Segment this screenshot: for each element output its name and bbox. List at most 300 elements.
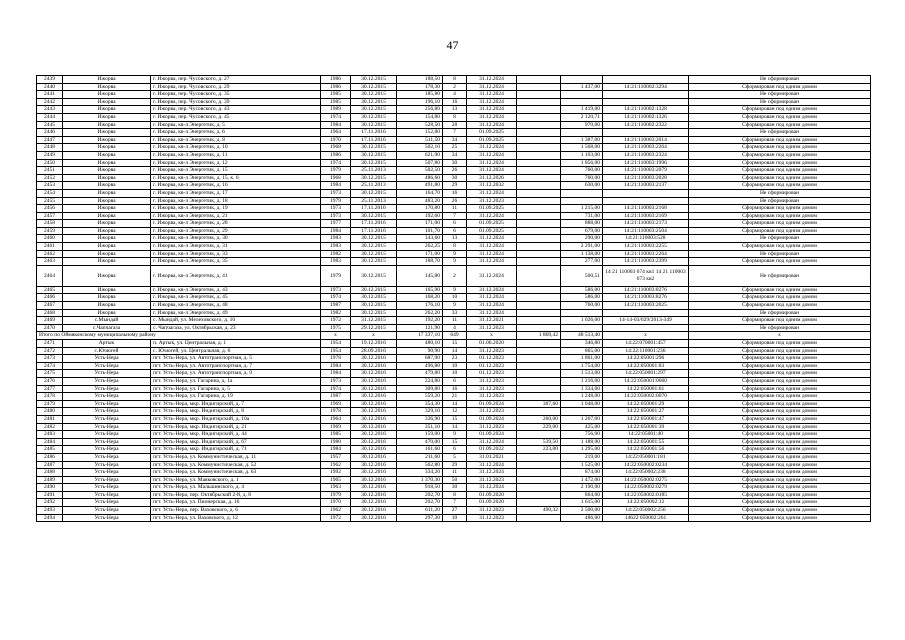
table-cell: Сформирован под одним домом: [689, 362, 871, 370]
table-cell: г. Ижорва, пер. Чусовского, д. 43: [151, 106, 321, 114]
table-cell: 1974: [321, 294, 351, 302]
table-cell: 290,00: [561, 235, 603, 243]
table-cell: 329,10: [397, 408, 443, 416]
table-cell: 30.12.2015: [351, 235, 397, 243]
table-cell: 229,00: [517, 423, 561, 431]
table-cell: 30.12.2016: [351, 499, 397, 507]
table-cell: 2489: [37, 476, 63, 484]
table-cell: 01.12.2023: [467, 362, 517, 370]
table-cell: 6: [443, 227, 467, 235]
table-cell: Ижорва: [63, 106, 151, 114]
table-row: [37, 340, 871, 348]
table-cell: г. Ижорва, кв-л Энергетик, д. 10: [151, 144, 321, 152]
table-cell: 152,80: [397, 129, 443, 137]
table-cell: 500,51: [561, 265, 603, 286]
table-cell: Сформирован под одним домом: [689, 286, 871, 294]
table-cell: 611,20: [397, 507, 443, 515]
table-cell: 2439: [37, 76, 63, 84]
table-cell: 14622 050002:261: [603, 514, 689, 522]
table-cell: 502,10: [397, 144, 443, 152]
table-cell: Усть-Нера: [63, 362, 151, 370]
table-cell: [603, 98, 689, 106]
table-cell: 2468: [37, 309, 63, 317]
table-cell: [517, 317, 561, 325]
table-cell: Сформирован под одним домом: [689, 294, 871, 302]
table-cell: [603, 76, 689, 84]
table-cell: пгт. Усть-Нера, мкр. Индигирский, д. 67: [151, 438, 321, 446]
table-cell: Ижорва: [63, 121, 151, 129]
table-cell: Сформирован под одним домом: [689, 491, 871, 499]
table-cell: 2462: [37, 250, 63, 258]
table-cell: Сформирован под одним домом: [689, 408, 871, 416]
table-cell: [561, 197, 603, 205]
table-cell: 30.12.2015: [351, 250, 397, 258]
table-cell: 486,60: [397, 174, 443, 182]
table-cell: 1979: [321, 491, 351, 499]
table-cell: Не сформирован: [689, 250, 871, 258]
table-cell: Сформирован под одним домом: [689, 106, 871, 114]
table-cell: 1974: [321, 385, 351, 393]
table-cell: 23: [443, 355, 467, 363]
table-cell: 14:21:110003:2079: [603, 167, 689, 175]
table-cell: 30.12.2016: [351, 507, 397, 515]
table-cell: 30.12.2015: [351, 113, 397, 121]
table-cell: 507,80: [397, 159, 443, 167]
table-cell: [517, 174, 561, 182]
table-row: [37, 347, 871, 355]
table-cell: 17.11.2016: [351, 136, 397, 144]
table-cell: 30.12.2015: [351, 83, 397, 91]
table-cell: Сформирован под одним домом: [689, 159, 871, 167]
table-cell: 14:22:05001:40: [603, 431, 689, 439]
table-cell: 2451: [37, 167, 63, 175]
table-cell: 30.12.2015: [351, 91, 397, 99]
table-cell: 1964: [321, 415, 351, 423]
table-cell: 178,30: [397, 83, 443, 91]
table-cell: 31.12.2024: [467, 83, 517, 91]
table-cell: 1970: [321, 499, 351, 507]
table-cell: 202,70: [397, 491, 443, 499]
table-cell: [561, 76, 603, 84]
table-cell: 2463: [37, 258, 63, 266]
table-cell: 2471: [37, 340, 63, 348]
table-cell: 14:22:050002:238: [603, 469, 689, 477]
table-cell: 29.12.2015: [351, 324, 397, 332]
table-cell: 14:22:050001:47: [603, 415, 689, 423]
table-cell: 687,90: [397, 355, 443, 363]
table-cell: Ижорва: [63, 235, 151, 243]
table-cell: 8: [443, 113, 467, 121]
table-cell: 470,00: [397, 438, 443, 446]
table-cell: 30.12.2016: [351, 514, 397, 522]
table-cell: 14:22:050001:39: [603, 423, 689, 431]
table-cell: 2445: [37, 121, 63, 129]
table-row: [37, 507, 871, 515]
table-cell: 30.12.2015: [351, 212, 397, 220]
table-cell: [517, 227, 561, 235]
table-cell: 1 472,00: [561, 476, 603, 484]
table-cell: 1985: [321, 91, 351, 99]
table-cell: 30.12.2016: [351, 491, 397, 499]
table-cell: 1957: [321, 453, 351, 461]
table-cell: 14:21:110003:8276: [603, 294, 689, 302]
table-row: [37, 265, 871, 286]
table-cell: [603, 309, 689, 317]
table-cell: 14:22:110001:236: [603, 347, 689, 355]
table-row: [37, 212, 871, 220]
table-row: [37, 385, 871, 393]
table-cell: 30.12.2015: [351, 121, 397, 129]
table-cell: г. Ижорва, пер. Чусовского, д. 27: [151, 76, 321, 84]
table-cell: Ижорва: [63, 309, 151, 317]
table-row: [37, 446, 871, 454]
table-cell: Усть-Нера: [63, 476, 151, 484]
table-cell: 2469: [37, 317, 63, 325]
table-cell: 2449: [37, 151, 63, 159]
table-cell: 9: [443, 286, 467, 294]
table-cell: 1979: [321, 167, 351, 175]
table-cell: Ижорва: [63, 144, 151, 152]
table-cell: Сформирован под одним домом: [689, 144, 871, 152]
table-cell: Усть-Нера: [63, 446, 151, 454]
table-cell: 30.12.2015: [351, 174, 397, 182]
table-cell: 171,00: [397, 220, 443, 228]
table-cell: [517, 265, 561, 286]
table-cell: 14:22:050001:83: [603, 362, 689, 370]
table-cell: 511,50: [397, 136, 443, 144]
table-cell: 1 188,00: [561, 438, 603, 446]
table-cell: Ижорва: [63, 83, 151, 91]
table-cell: 27: [443, 507, 467, 515]
table-cell: Сформирован под одним домом: [689, 220, 871, 228]
table-cell: 30.12.2015: [351, 309, 397, 317]
table-cell: г. Ижорва, кв-л Энергетик, д. 48: [151, 302, 321, 310]
table-cell: 25.11.2013: [351, 167, 397, 175]
table-cell: 1979: [321, 197, 351, 205]
table-cell: пгт. Усть-Нера, мкр. Индигирский, д. 8: [151, 408, 321, 416]
table-cell: 31.12.2023: [467, 377, 517, 385]
table-row: [37, 309, 871, 317]
table-cell: с.Чапчагаза: [63, 324, 151, 332]
table-cell: г. Ижорва, кв-л Энергетик, д. 15, к. 6: [151, 174, 321, 182]
table-cell: 34: [443, 136, 467, 144]
table-cell: 31.12.2023: [467, 408, 517, 416]
table-cell: Сформирован под одним домом: [689, 431, 871, 439]
table-row: [37, 302, 871, 310]
table-cell: 14:22:050001:29: [603, 400, 689, 408]
table-row: [37, 182, 871, 190]
table-cell: 30.12.2015: [351, 106, 397, 114]
table-cell: г. Ижорва, кв-л Энергетик, д. 18: [151, 197, 321, 205]
table-cell: 2453: [37, 182, 63, 190]
table-cell: Итого по Оймяконскому муниципальному району: [37, 332, 321, 340]
table-cell: [517, 106, 561, 114]
table-cell: пгт. Усть-Нера, мкр. Индигирский, д. 44: [151, 431, 321, 439]
table-cell: 2475: [37, 370, 63, 378]
table-cell: пгт. Усть-Нера, ул. Автотранспортная, д. 9: [151, 370, 321, 378]
table-cell: 14:22:050002:0070: [603, 393, 689, 401]
table-cell: Ижорва: [63, 227, 151, 235]
table-cell: 1973: [321, 377, 351, 385]
table-cell: 30.12.2016: [351, 370, 397, 378]
table-cell: 260,00: [517, 415, 561, 423]
table-row: [37, 136, 871, 144]
table-cell: г. Ижорва, кв-л Энергетик, д. 45: [151, 294, 321, 302]
table-cell: 31.12.2023: [467, 385, 517, 393]
table-cell: 480,10: [397, 340, 443, 348]
table-cell: 2461: [37, 243, 63, 251]
table-cell: Сформирован под одним домом: [689, 347, 871, 355]
table-cell: 1979: [321, 265, 351, 286]
table-cell: 168,20: [397, 294, 443, 302]
table-row: [37, 235, 871, 243]
table-cell: 33: [443, 309, 467, 317]
table-cell: 307,60: [517, 400, 561, 408]
table-cell: 10: [443, 294, 467, 302]
table-cell: [517, 340, 561, 348]
table-cell: x: [603, 332, 689, 340]
table-cell: 31.12.2024: [467, 167, 517, 175]
table-cell: 2491: [37, 491, 63, 499]
table-cell: 25.11.2013: [351, 197, 397, 205]
table-cell: Сформирован под одним домом: [689, 243, 871, 251]
table-cell: Сформирован под одним домом: [689, 377, 871, 385]
table-cell: г. Ижорва, кв-л Энергетик, д. 15: [151, 167, 321, 175]
table-cell: [517, 250, 561, 258]
table-cell: 31.12.2032: [467, 182, 517, 190]
table-cell: Усть-Нера: [63, 484, 151, 492]
table-cell: 31.12.2024: [467, 76, 517, 84]
table-cell: 2474: [37, 362, 63, 370]
table-cell: Ижорва: [63, 243, 151, 251]
table-cell: 25.11.2013: [351, 182, 397, 190]
table-cell: [561, 408, 603, 416]
table-cell: Усть-Нера: [63, 415, 151, 423]
table-cell: 1 437,00: [561, 83, 603, 91]
table-cell: 1977: [321, 220, 351, 228]
table-cell: 2446: [37, 129, 63, 137]
table-cell: 01.09.2020: [467, 499, 517, 507]
table-row: [37, 499, 871, 507]
table-cell: 1973: [321, 189, 351, 197]
table-cell: 14:21:110002:1326: [603, 113, 689, 121]
table-cell: с.Мындай: [63, 317, 151, 325]
table-cell: г. Ижорва, кв-л Энергетик, д. 17: [151, 189, 321, 197]
table-cell: 14:22:050002:0234: [603, 461, 689, 469]
table-cell: 2456: [37, 205, 63, 213]
table-cell: 19.12.2016: [351, 340, 397, 348]
table-cell: 30.12.2016: [351, 461, 397, 469]
table-cell: 1954: [321, 340, 351, 348]
table-cell: 14:21:110002:2322: [603, 121, 689, 129]
table-cell: 1980: [321, 438, 351, 446]
table-cell: 491,80: [397, 182, 443, 190]
table-cell: 1954: [321, 347, 351, 355]
table-cell: 01.09.2024: [467, 415, 517, 423]
table-cell: 14:21:110003:2014: [603, 136, 689, 144]
table-cell: 31.12.2024: [467, 113, 517, 121]
table-cell: г. Ижорва, кв-л Энергетик, д. 19: [151, 205, 321, 213]
table-cell: 760,00: [561, 174, 603, 182]
table-cell: Ижорва: [63, 136, 151, 144]
table-cell: Усть-Нера: [63, 499, 151, 507]
table-cell: 262,20: [397, 309, 443, 317]
table-cell: 1984: [321, 370, 351, 378]
table-cell: 9: [443, 431, 467, 439]
table-cell: 2: [443, 265, 467, 286]
table-cell: 31.12.2015: [351, 317, 397, 325]
table-cell: 562,80: [397, 461, 443, 469]
table-cell: 14:21:110003:8276: [603, 286, 689, 294]
table-cell: пгт. Усть-Нера, мкр. Индигирский, д. 10а: [151, 415, 321, 423]
table-cell: [517, 370, 561, 378]
table-cell: 1 568,00: [561, 144, 603, 152]
table-cell: 1962: [321, 461, 351, 469]
table-cell: 6: [443, 377, 467, 385]
table-cell: 14:22:050002:12: [603, 499, 689, 507]
table-row: [37, 514, 871, 522]
table-cell: п. Артык, ул. Центральная, д. 1: [151, 340, 321, 348]
table-cell: 01.12.2023: [467, 355, 517, 363]
table-cell: 31.12.2024: [467, 309, 517, 317]
table-cell: 31.12.2024: [467, 294, 517, 302]
table-cell: [517, 431, 561, 439]
table-cell: 14:22:050002:256: [603, 507, 689, 515]
table-row: [37, 400, 871, 408]
table-row: [37, 91, 871, 99]
table-cell: 9: [443, 302, 467, 310]
table-cell: 1 370,30: [397, 476, 443, 484]
table-cell: пгт. Усть-Нера, ул. Коммунистическая, д. 11: [151, 453, 321, 461]
table-cell: 2455: [37, 197, 63, 205]
table-cell: пгт. Усть-Нера, ул. Гагарина, д. 5: [151, 385, 321, 393]
table-cell: 15: [443, 415, 467, 423]
table-cell: Ижорва: [63, 167, 151, 175]
table-cell: 30.12.2016: [351, 400, 397, 408]
table-cell: 2482: [37, 423, 63, 431]
table-cell: [517, 469, 561, 477]
table-cell: 30.12.2016: [351, 355, 397, 363]
table-cell: 2 291,00: [561, 243, 603, 251]
table-cell: 256,80: [397, 106, 443, 114]
table-cell: Не сформирован: [689, 129, 871, 137]
table-cell: 30.12.2016: [351, 408, 397, 416]
table-cell: 2: [443, 83, 467, 91]
table-cell: 30.12.2016: [351, 423, 397, 431]
table-cell: Сформирован под одним домом: [689, 136, 871, 144]
table-row: [37, 98, 871, 106]
table-cell: 30.12.2015: [351, 159, 397, 167]
table-cell: [603, 197, 689, 205]
table-cell: 50: [443, 476, 467, 484]
table-cell: 13: [443, 235, 467, 243]
table-cell: 630,00: [561, 182, 603, 190]
table-cell: пгт. Усть-Нера, мкр. Индигирский, д. 7: [151, 400, 321, 408]
table-cell: 31.12.2024: [467, 243, 517, 251]
table-cell: Усть-Нера: [63, 385, 151, 393]
table-cell: 14:21:110003:2025: [603, 302, 689, 310]
table-cell: Усть-Нера: [63, 370, 151, 378]
table-cell: Ижорва: [63, 91, 151, 99]
table-cell: 101,70: [397, 227, 443, 235]
table-cell: пгт. Усть-Нера, ул. Коммунистическая, д. 63: [151, 469, 321, 477]
table-cell: 14:22:050001:56: [603, 446, 689, 454]
table-cell: [517, 491, 561, 499]
table-cell: 2 190,00: [561, 484, 603, 492]
table-cell: 425,00: [561, 423, 603, 431]
table-cell: 30.12.2015: [351, 151, 397, 159]
table-cell: [517, 167, 561, 175]
table-cell: 196,10: [397, 98, 443, 106]
table-cell: 31.12.2023: [467, 393, 517, 401]
table-cell: 28.09.2016: [351, 347, 397, 355]
table-cell: 649: [443, 332, 467, 340]
table-cell: 159,00: [397, 431, 443, 439]
table-cell: 1 026,00: [561, 317, 603, 325]
table-cell: Усть-Нера: [63, 423, 151, 431]
table-cell: 14:21:110003:2173: [603, 220, 689, 228]
table-cell: 621,90: [397, 151, 443, 159]
table-cell: 1964: [321, 129, 351, 137]
table-cell: 1963: [321, 484, 351, 492]
table-cell: 14:22:050002:0279: [603, 484, 689, 492]
table-cell: 26: [443, 197, 467, 205]
table-cell: Усть-Нера: [63, 514, 151, 522]
table-cell: [517, 484, 561, 492]
table-cell: Сформирован под одним домом: [689, 438, 871, 446]
table-row: [37, 144, 871, 152]
table-row: [37, 258, 871, 266]
table-cell: Сформирован под одним домом: [689, 476, 871, 484]
table-cell: 15: [443, 340, 467, 348]
table-cell: 30.12.2016: [351, 431, 397, 439]
table-cell: [517, 121, 561, 129]
table-cell: 14:21:110003:2169: [603, 212, 689, 220]
table-row: [37, 438, 871, 446]
table-cell: 31.12.2024: [467, 121, 517, 129]
table-cell: [517, 408, 561, 416]
table-cell: г. Ижорва, пер. Чусовского, д. 35: [151, 91, 321, 99]
table-cell: 90,90: [397, 347, 443, 355]
table-cell: 1989: [321, 106, 351, 114]
table-cell: 01.09.2022: [467, 446, 517, 454]
table-cell: Сформирован под одним домом: [689, 446, 871, 454]
table-cell: 559,20: [397, 393, 443, 401]
table-cell: 11: [443, 469, 467, 477]
table-row: [37, 129, 871, 137]
table-cell: 1 387,00: [561, 136, 603, 144]
table-cell: 309,80: [397, 385, 443, 393]
table-cell: Сформирован под одним домом: [689, 423, 871, 431]
table-cell: 31.12.2024: [467, 484, 517, 492]
table-cell: 14:21:110003:2168: [603, 205, 689, 213]
table-cell: [517, 294, 561, 302]
table-cell: 31.12.2024: [467, 98, 517, 106]
table-cell: 11: [443, 317, 467, 325]
table-cell: г. Ижорва, кв-л Энергетик, д. 6: [151, 129, 321, 137]
table-cell: 31.12.2023: [467, 476, 517, 484]
table-row: [37, 286, 871, 294]
table-cell: 31.12.2024: [467, 258, 517, 266]
table-cell: Ижорва: [63, 286, 151, 294]
table-cell: 970,00: [561, 121, 603, 129]
table-cell: 1983: [321, 258, 351, 266]
table-cell: Ижорва: [63, 76, 151, 84]
table-cell: 14 21 110003 674 кв1 14 21 110003 673 кв2: [603, 265, 689, 286]
table-cell: 336,90: [397, 415, 443, 423]
table-cell: Усть-Нера: [63, 461, 151, 469]
table-cell: Сформирован под одним домом: [689, 174, 871, 182]
